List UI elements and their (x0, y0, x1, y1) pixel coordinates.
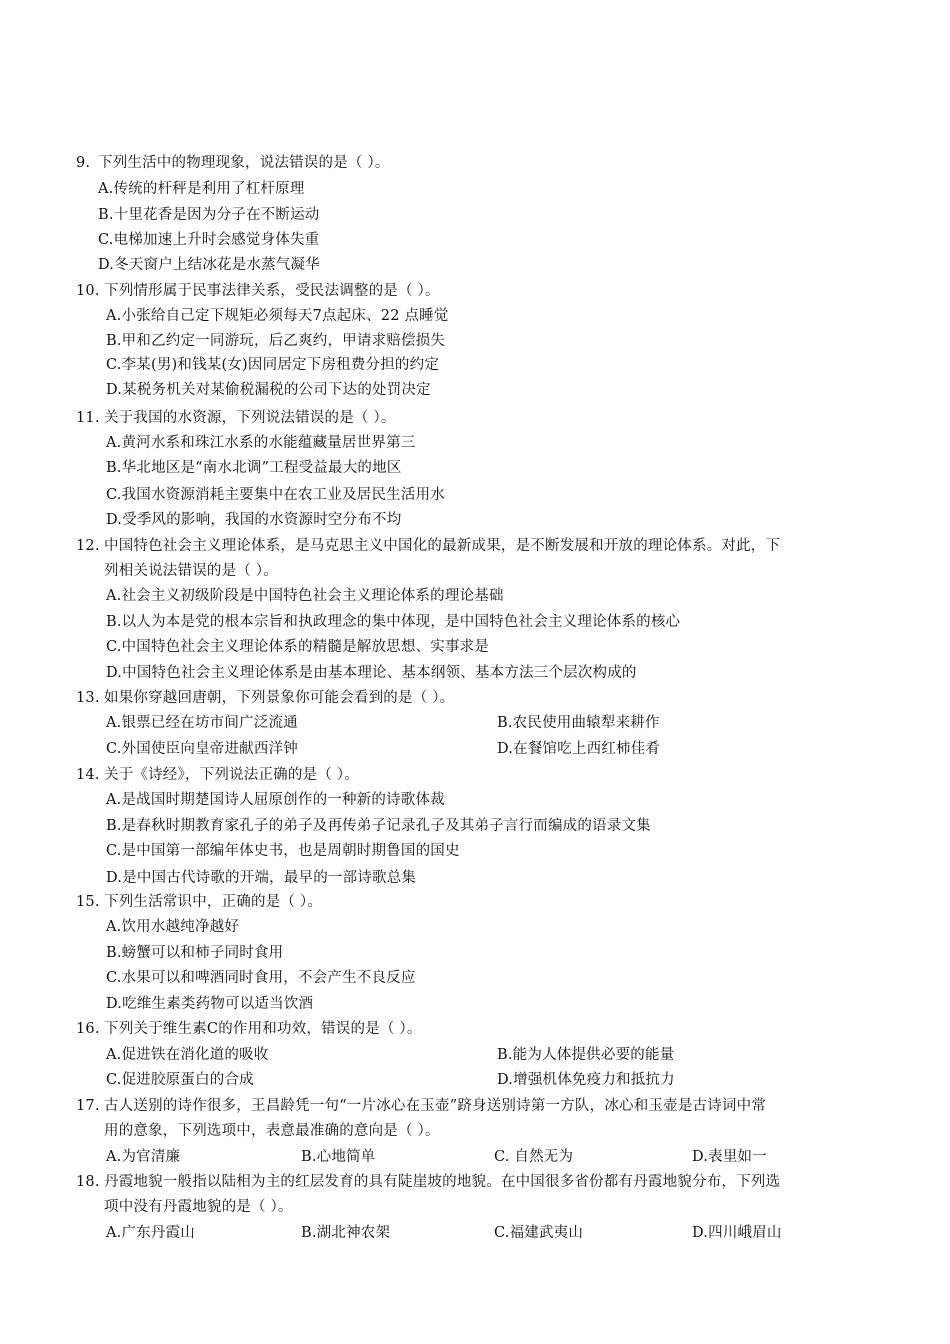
question-text: 下列生活常识中，正确的是（ ）。 (104, 894, 323, 910)
question-16-stem (76, 1019, 422, 1039)
question-text: 关于我国的水资源，下列说法错误的是（ ）。 (104, 410, 396, 426)
question-number: 13. (76, 690, 100, 706)
question-12-stem (76, 536, 780, 556)
question-number: 9. (76, 155, 91, 171)
question-number: 15. (76, 894, 100, 910)
question-18-option-a: A.广东丹霞山 (106, 1225, 195, 1241)
question-text: 关于《诗经》，下列说法正确的是（ ）。 (104, 767, 359, 783)
question-18-stem (76, 1172, 780, 1192)
question-9-option-a: A.传统的杆秤是利用了杠杆原理 (98, 181, 305, 197)
question-18-option-d: D.四川峨眉山 (692, 1225, 782, 1241)
question-text: 丹霞地貌一般指以陆相为主的红层发育的具有陡崖坡的地貌。在中国很多省份都有丹霞地貌分布，下列选 (104, 1174, 781, 1190)
question-17-option-d: D.表里如一 (692, 1149, 767, 1165)
question-14-option-d: D.是中国古代诗歌的开端，最早的一部诗歌总集 (106, 870, 417, 886)
question-9-option-d: D.冬天窗户上结冰花是水蒸气凝华 (98, 257, 320, 273)
question-15-option-b: B.螃蟹可以和柿子同时食用 (106, 945, 284, 961)
question-10-option-b: B.甲和乙约定一同游玩，后乙爽约，甲请求赔偿损失 (106, 333, 446, 349)
question-number: 10. (76, 283, 100, 299)
question-16-option-d: D.增强机体免疫力和抵抗力 (497, 1072, 675, 1088)
question-13-option-c: C.外国使臣向皇帝进献西洋钟 (106, 741, 298, 757)
question-14-option-b: B.是春秋时期教育家孔子的弟子及再传弟子记录孔子及其弟子言行而编成的语录文集 (106, 818, 651, 834)
question-18-option-c: C.福建武夷山 (494, 1225, 584, 1241)
question-11-option-a: A.黄河水系和珠江水系的水能蕴藏量居世界第三 (106, 435, 416, 451)
question-text: 中国特色社会主义理论体系，是马克思主义中国化的最新成果，是不断发展和开放的理论体系。对此，下 (104, 538, 781, 554)
question-14-option-c: C.是中国第一部编年体史书，也是周朝时期鲁国的国史 (106, 843, 460, 859)
question-10-stem (76, 281, 440, 301)
question-11-option-c: C.我国水资源消耗主要集中在农工业及居民生活用水 (106, 487, 445, 503)
question-text: 如果你穿越回唐朝，下列景象你可能会看到的是（ ）。 (104, 690, 455, 706)
question-17-option-a: A.为官清廉 (106, 1149, 181, 1165)
question-12-option-d: D.中国特色社会主义理论体系是由基本理论、基本纲领、基本方法三个层次构成的 (106, 665, 637, 681)
question-18-option-b: B.湖北神农架 (301, 1225, 391, 1241)
question-17-option-c: C. 自然无为 (494, 1149, 574, 1165)
question-16-option-b: B.能为人体提供必要的能量 (497, 1047, 675, 1063)
question-number: 12. (76, 538, 100, 554)
question-15-option-a: A.饮用水越纯净越好 (106, 919, 240, 935)
question-18-stem-continued: 项中没有丹霞地貌的是（ ）。 (104, 1199, 293, 1215)
question-10-option-d: D.某税务机关对某偷税漏税的公司下达的处罚决定 (106, 382, 431, 398)
question-14-option-a: A.是战国时期楚国诗人屈原创作的一种新的诗歌体裁 (106, 792, 445, 808)
question-12-stem-continued: 列相关说法错误的是（ ）。 (104, 563, 278, 579)
question-16-option-c: C.促进胶原蛋白的合成 (106, 1072, 254, 1088)
question-12-option-c: C.中国特色社会主义理论体系的精髓是解放思想、实事求是 (106, 639, 490, 655)
question-9-option-b: B.十里花香是因为分子在不断运动 (98, 207, 320, 223)
question-11-option-b: B.华北地区是“南水北调”工程受益最大的地区 (106, 460, 402, 476)
question-number: 18. (76, 1174, 100, 1190)
question-12-option-a: A.社会主义初级阶段是中国特色社会主义理论体系的理论基础 (106, 588, 504, 604)
question-15-stem (76, 892, 322, 912)
question-13-option-b: B.农民使用曲辕犁来耕作 (497, 715, 660, 731)
question-number: 14. (76, 767, 100, 783)
question-17-stem (76, 1096, 766, 1116)
question-10-option-c: C.李某(男)和钱某(女)因同居定下房租费分担的约定 (106, 357, 440, 373)
question-11-option-d: D.受季风的影响，我国的水资源时空分布不均 (106, 512, 402, 528)
question-14-stem (76, 765, 359, 785)
question-15-option-c: C.水果可以和啤酒同时食用，不会产生不良反应 (106, 970, 416, 986)
question-17-option-b: B.心地简单 (301, 1149, 376, 1165)
question-text: 下列情形属于民事法律关系，受民法调整的是（ ）。 (104, 283, 440, 299)
question-16-option-a: A.促进铁在消化道的吸收 (106, 1047, 269, 1063)
question-12-option-b: B.以人为本是党的根本宗旨和执政理念的集中体现，是中国特色社会主义理论体系的核心 (106, 614, 681, 630)
question-number: 11. (76, 410, 100, 426)
question-text: 下列关于维生素C的作用和功效，错误的是（ ）。 (104, 1021, 422, 1037)
question-15-option-d: D.吃维生素类药物可以适当饮酒 (106, 996, 314, 1012)
question-17-stem-continued: 用的意象，下列选项中，表意最准确的意向是（ ）。 (104, 1123, 440, 1139)
question-13-stem (76, 688, 454, 708)
question-text: 下列生活中的物理现象，说法错误的是（ ）。 (98, 155, 390, 171)
question-13-option-d: D.在餐馆吃上西红柿佳肴 (497, 741, 661, 757)
question-11-stem (76, 408, 396, 428)
question-10-option-a: A.小张给自己定下规矩必须每天7点起床、22 点睡觉 (106, 308, 449, 324)
question-number: 16. (76, 1021, 100, 1037)
question-number: 17. (76, 1098, 100, 1114)
question-text: 古人送别的诗作很多，王昌龄凭一句“一片冰心在玉壶”跻身送别诗第一方队，冰心和玉壶是古诗词中常 (104, 1098, 767, 1114)
question-9-option-c: C.电梯加速上升时会感觉身体失重 (98, 232, 320, 248)
question-9-stem (76, 153, 390, 173)
question-13-option-a: A.银票已经在坊市间广泛流通 (106, 715, 298, 731)
